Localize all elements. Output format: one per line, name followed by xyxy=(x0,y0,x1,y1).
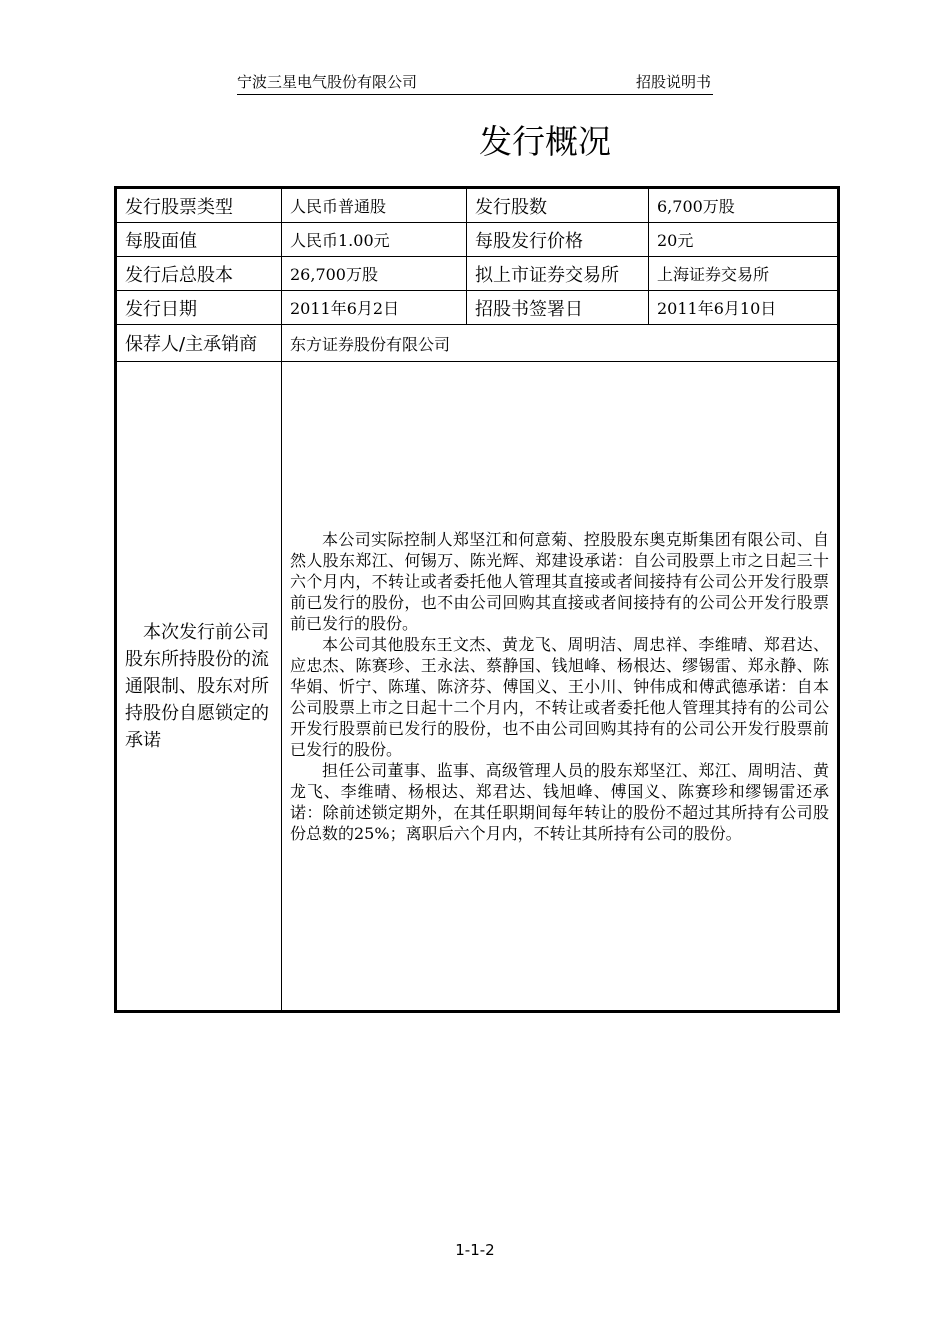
lockup-commitments xyxy=(282,362,839,1012)
label-sponsor: 保荐人/主承销商 xyxy=(116,325,282,362)
lockup-paragraph: 本公司其他股东王文杰、黄龙飞、周明洁、周忠祥、李维晴、郑君达、应忠杰、陈赛珍、王永法、蔡静国、钱旭峰、杨根达、缪锡雷、郑永静、陈华娟、忻宁、陈瑾、陈济芬、傅国义、王小川、钟伟成和傅武德承诺：自本公司股票上市之日起十二个月内，不转让或者委托他人管理其持有的公司公开发行股票前已发行的股份，也不由公司回购其持有的公司公开发行股票前已发行的股份。 xyxy=(290,634,829,759)
table-row xyxy=(116,325,839,362)
table-row xyxy=(116,362,839,1012)
value-issue-price: 20元 xyxy=(649,223,839,257)
value-exchange: 上海证券交易所 xyxy=(649,257,839,291)
value-signing-date: 2011年6月10日 xyxy=(649,291,839,325)
header-doc-type: 招股说明书 xyxy=(635,73,711,91)
label-par-value: 每股面值 xyxy=(116,223,282,257)
value-par-value: 人民币1.00元 xyxy=(282,223,467,257)
page-number: 1-1-2 xyxy=(455,1241,495,1259)
value-sponsor: 东方证券股份有限公司 xyxy=(282,325,839,362)
issuance-overview-table xyxy=(114,186,840,1013)
value-share-count: 6,700万股 xyxy=(649,188,839,223)
value-total-capital: 26,700万股 xyxy=(282,257,467,291)
page-title: 发行概况 xyxy=(479,122,611,161)
value-stock-type: 人民币普通股 xyxy=(282,188,467,223)
table-row xyxy=(116,223,839,257)
lockup-paragraph: 担任公司董事、监事、高级管理人员的股东郑坚江、郑江、周明洁、黄龙飞、李维晴、杨根达、郑君达、钱旭峰、傅国义、陈赛珍和缪锡雷还承诺：除前述锁定期外，在其任职期间每年转让的股份不超过其所持有公司股份总数的25%；离职后六个月内，不转让其所持有公司的股份。 xyxy=(290,760,829,843)
label-exchange: 拟上市证券交易所 xyxy=(467,257,649,291)
page-header xyxy=(237,72,713,95)
label-signing-date: 招股书签署日 xyxy=(467,291,649,325)
header-company: 宁波三星电气股份有限公司 xyxy=(237,73,418,91)
table-row xyxy=(116,291,839,325)
label-issue-price: 每股发行价格 xyxy=(467,223,649,257)
label-total-capital: 发行后总股本 xyxy=(116,257,282,291)
table-row xyxy=(116,188,839,223)
table-row xyxy=(116,257,839,291)
lockup-label-text: 本次发行前公司股东所持股份的流通限制、股东对所持股份自愿锁定的承诺 xyxy=(125,621,269,751)
label-share-count: 发行股数 xyxy=(467,188,649,223)
label-issue-date: 发行日期 xyxy=(116,291,282,325)
label-lockup xyxy=(116,362,282,1012)
lockup-paragraph: 本公司实际控制人郑坚江和何意菊、控股股东奥克斯集团有限公司、自然人股东郑江、何锡万、陈光辉、郑建设承诺：自公司股票上市之日起三十六个月内，不转让或者委托他人管理其直接或者间接持有公司公开发行股票前已发行的股份，也不由公司回购其直接或者间接持有的公司公开发行股票前已发行的股份。 xyxy=(290,529,829,633)
label-stock-type: 发行股票类型 xyxy=(116,188,282,223)
value-issue-date: 2011年6月2日 xyxy=(282,291,467,325)
